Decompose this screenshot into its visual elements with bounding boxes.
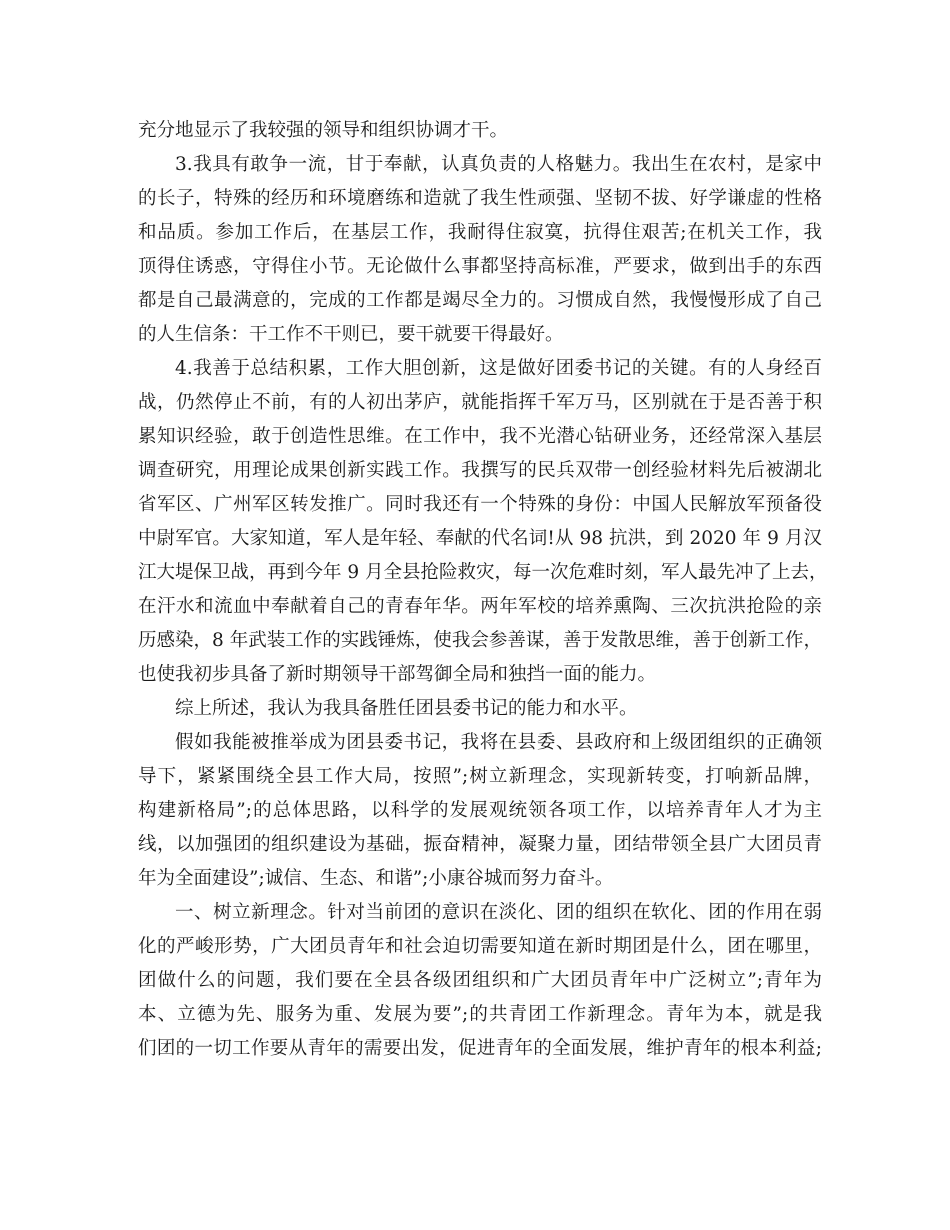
text-line: 化的严峻形势，广大团员青年和社会迫切需要知道在新时期团是什么，团在哪里， xyxy=(138,936,822,957)
text-line: 团做什么的问题，我们要在全县各级团组织和广大团员青年中广泛树立”;青年为 xyxy=(138,970,822,991)
text-line: 4.我善于总结积累，工作大胆创新，这是做好团委书记的关键。有的人身经百 xyxy=(175,358,822,379)
text-line: 也使我初步具备了新时期领导干部驾御全局和独挡一面的能力。 xyxy=(138,664,657,685)
text-line: 3.我具有敢争一流，甘于奉献，认真负责的人格魅力。我出生在农村，是家中 xyxy=(175,154,822,175)
text-line: 在汗水和流血中奉献着自己的青春年华。两年军校的培养熏陶、三次抗洪抢险的亲 xyxy=(138,596,822,617)
text-line: 线，以加强团的组织建设为基础，振奋精神，凝聚力量，团结带领全县广大团员青 xyxy=(138,834,822,855)
text-line: 本、立德为先、服务为重、发展为要”;的共青团工作新理念。青年为本，就是我 xyxy=(138,1004,822,1025)
text-line: 顶得住诱惑，守得住小节。无论做什么事都坚持高标准，严要求，做到出手的东西 xyxy=(138,256,822,277)
text-line: 导下，紧紧围绕全县工作大局，按照”;树立新理念，实现新转变，打响新品牌， xyxy=(138,766,822,787)
text-line: 都是自己最满意的，完成的工作都是竭尽全力的。习惯成自然，我慢慢形成了自己 xyxy=(138,290,822,311)
text-line: 假如我能被推举成为团县委书记，我将在县委、县政府和上级团组织的正确领 xyxy=(175,732,822,753)
text-line: 一、树立新理念。针对当前团的意识在淡化、团的组织在软化、团的作用在弱 xyxy=(175,902,822,923)
text-line: 省军区、广州军区转发推广。同时我还有一个特殊的身份：中国人民解放军预备役 xyxy=(138,494,822,515)
text-line: 江大堤保卫战，再到今年 9 月全县抢险救灾，每一次危难时刻，军人最先冲了上去， xyxy=(138,562,828,583)
text-line: 战，仍然停止不前，有的人初出茅庐，就能指挥千军万马，区别就在于是否善于积 xyxy=(138,392,822,413)
text-line: 的人生信条：干工作不干则已，要干就要干得最好。 xyxy=(138,324,564,345)
text-line: 们团的一切工作要从青年的需要出发，促进青年的全面发展，维护青年的根本利益; xyxy=(138,1038,822,1059)
text-line: 历感染，8 年武装工作的实践锤炼，使我会参善谋，善于发散思维，善于创新工作， xyxy=(138,630,822,651)
text-line: 调查研究，用理论成果创新实践工作。我撰写的民兵双带一创经验材料先后被湖北 xyxy=(138,460,822,481)
text-line: 综上所述，我认为我具备胜任团县委书记的能力和水平。 xyxy=(175,698,638,719)
text-line: 的长子，特殊的经历和环境磨练和造就了我生性顽强、坚韧不拔、好学谦虚的性格 xyxy=(138,188,822,209)
text-line: 累知识经验，敢于创造性思维。在工作中，我不光潜心钻研业务，还经常深入基层 xyxy=(138,426,822,447)
text-line: 充分地显示了我较强的领导和组织协调才干。 xyxy=(138,120,509,141)
document-body xyxy=(138,114,828,1066)
text-line: 年为全面建设”;诚信、生态、和谐”;小康谷城而努力奋斗。 xyxy=(138,868,614,889)
text-line: 中尉军官。大家知道，军人是年轻、奉献的代名词!从 98 抗洪，到 2020 年 9 月汉 xyxy=(138,528,822,549)
text-line: 构建新格局”;的总体思路，以科学的发展观统领各项工作，以培养青年人才为主 xyxy=(138,800,822,821)
text-line: 和品质。参加工作后，在基层工作，我耐得住寂寞，抗得住艰苦;在机关工作，我 xyxy=(138,222,822,243)
